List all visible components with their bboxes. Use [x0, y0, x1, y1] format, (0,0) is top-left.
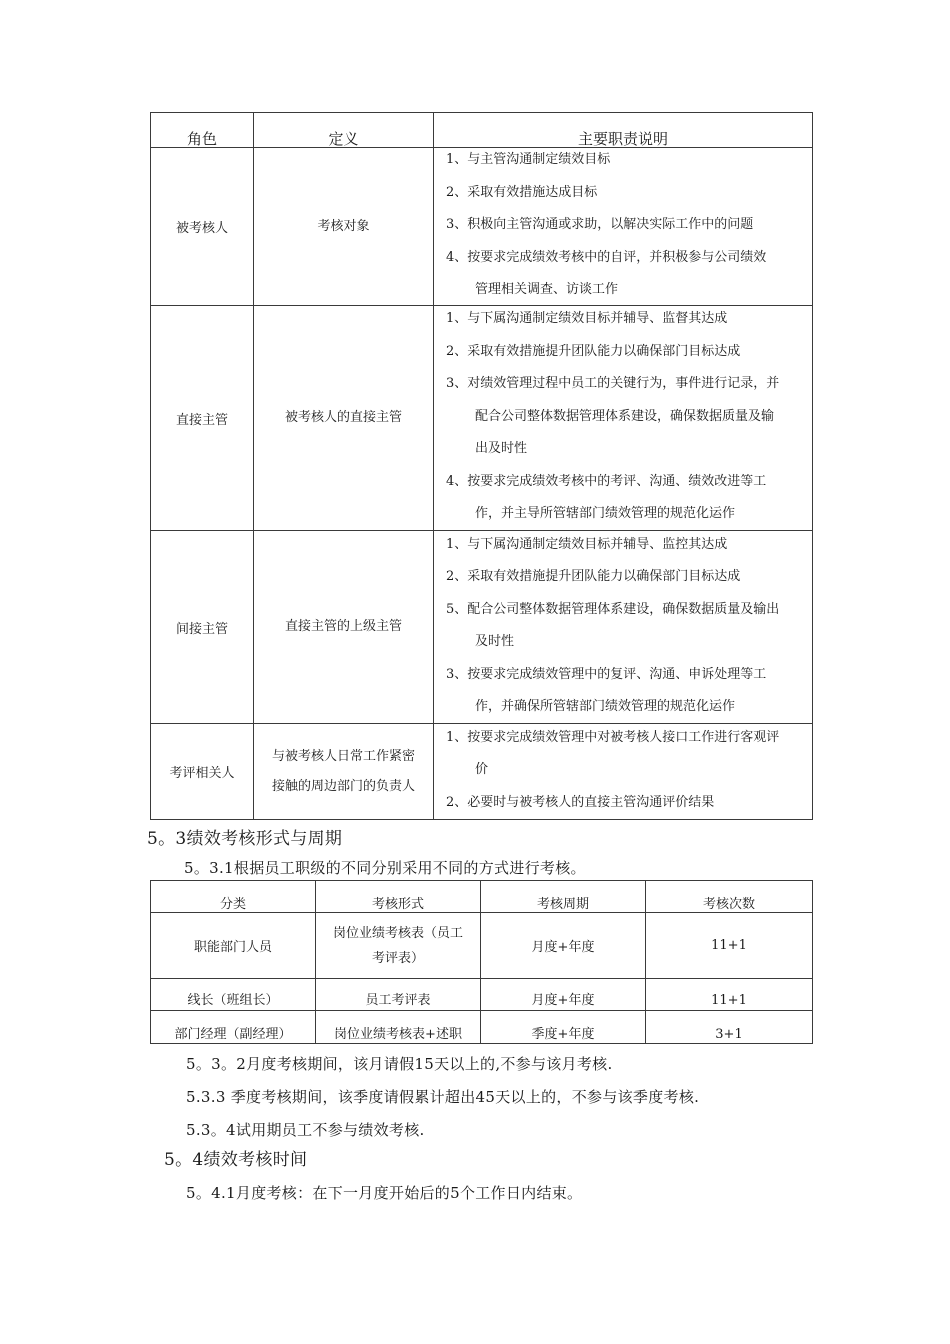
- forms-row: [151, 1011, 813, 1044]
- count-cell: 11+1: [646, 913, 813, 979]
- form-line: 岗位业绩考核表+述职: [334, 1027, 462, 1042]
- role-cell: 考评相关人: [151, 724, 254, 820]
- definition-line: 被考核人的直接主管: [284, 410, 402, 425]
- duty-item: 2、采取有效措施提升团队能力以确保部门目标达成: [446, 343, 741, 359]
- roles-header-row: [151, 113, 813, 148]
- duty-item: 2、采取有效措施提升团队能力以确保部门目标达成: [446, 569, 741, 584]
- roles-row: [151, 531, 813, 724]
- duty-list: [446, 144, 804, 307]
- cycle-cell: 月度+年度: [481, 979, 646, 1011]
- duty-item: 4、按要求完成绩效考核中的考评、沟通、绩效改进等工: [446, 473, 767, 489]
- duty-item: 价: [475, 762, 489, 778]
- role-cell: 被考核人: [151, 148, 254, 306]
- form-cell: [316, 913, 481, 979]
- forms-row: [151, 913, 813, 979]
- duty-item: 2、必要时与被考核人的直接主管沟通评价结果: [446, 794, 715, 810]
- form-line: 考评表）: [371, 950, 424, 966]
- role-cell: 间接主管: [151, 531, 254, 724]
- category-cell: 部门经理（副经理）: [151, 1011, 316, 1044]
- roles-row: [151, 148, 813, 306]
- duty-list: [446, 303, 804, 531]
- header-count: 考核次数: [646, 881, 813, 913]
- duty-item: 1、按要求完成绩效管理中对被考核人接口工作进行客观评: [446, 729, 780, 745]
- duty-item: 1、与下属沟通制定绩效目标并辅导、监控其达成: [446, 536, 728, 552]
- cycle-cell: 月度+年度: [481, 913, 646, 979]
- duties-cell: [434, 148, 813, 306]
- duty-item: 配合公司整体数据管理体系建设，确保数据质量及输: [475, 408, 775, 424]
- header-definition: 定义: [254, 113, 434, 148]
- duties-cell: [434, 306, 813, 531]
- role-cell: 直接主管: [151, 306, 254, 531]
- duty-item: 5、配合公司整体数据管理体系建设，确保数据质量及输出: [446, 601, 780, 617]
- duty-list: [446, 722, 804, 820]
- duty-item: 出及时性: [475, 441, 528, 457]
- duty-item: 3、积极向主管沟通或求助，以解决实际工作中的问题: [446, 217, 754, 233]
- definition-cell: [254, 306, 434, 531]
- roles-row: [151, 306, 813, 531]
- paragraph-5-3-4: 5.3。4试用期员工不参与绩效考核.: [186, 1121, 425, 1139]
- duty-item: 1、与主管沟通制定绩效目标: [446, 152, 611, 168]
- duty-item: 1、与下属沟通制定绩效目标并辅导、监督其达成: [446, 311, 728, 327]
- definition-cell: [254, 148, 434, 306]
- form-line: 岗位业绩考核表（员工: [332, 925, 463, 941]
- definition-line: 接触的周边部门的负责人: [271, 778, 415, 794]
- header-form: 考核形式: [316, 881, 481, 913]
- duty-item: 管理相关调查、访谈工作: [475, 282, 619, 298]
- roles-row: [151, 724, 813, 820]
- forms-row: [151, 979, 813, 1011]
- forms-table: [150, 880, 813, 1044]
- duty-item: 3、对绩效管理过程中员工的关键行为，事件进行记录，并: [446, 376, 780, 392]
- header-duties: 主要职责说明: [434, 113, 813, 148]
- definition-cell: [254, 531, 434, 724]
- duty-item: 及时性: [475, 634, 515, 649]
- section-5-3-heading: 5。3绩效考核形式与周期: [147, 829, 343, 849]
- duty-list: [446, 529, 804, 724]
- forms-header-row: [151, 881, 813, 913]
- duty-item: 4、按要求完成绩效考核中的自评，并积极参与公司绩效: [446, 249, 767, 265]
- duty-item: 3、按要求完成绩效管理中的复评、沟通、申诉处理等工: [446, 666, 767, 682]
- count-cell: 11+1: [646, 979, 813, 1011]
- header-cycle: 考核周期: [481, 881, 646, 913]
- paragraph-5-4-1: 5。4.1月度考核：在下一月度开始后的5个工作日内结束。: [186, 1184, 583, 1202]
- category-cell: 线长（班组长）: [151, 979, 316, 1011]
- definition-cell: [254, 724, 434, 820]
- paragraph-5-3-3: 5.3.3 季度考核期间，该季度请假累计超出45天以上的，不参与该季度考核.: [186, 1088, 700, 1106]
- roles-table: [150, 112, 813, 820]
- header-category: 分类: [151, 881, 316, 913]
- duties-cell: [434, 724, 813, 820]
- category-cell: 职能部门人员: [151, 913, 316, 979]
- paragraph-5-3-2: 5。3。2月度考核期间，该月请假15天以上的,不参与该月考核.: [186, 1055, 613, 1073]
- duties-cell: [434, 531, 813, 724]
- count-cell: 3+1: [646, 1011, 813, 1044]
- duty-item: 作，并主导所管辖部门绩效管理的规范化运作: [475, 506, 736, 522]
- duty-item: 作，并确保所管辖部门绩效管理的规范化运作: [475, 699, 736, 714]
- cycle-cell: 季度+年度: [481, 1011, 646, 1044]
- form-cell: [316, 979, 481, 1011]
- form-line: 员工考评表: [365, 993, 431, 1008]
- paragraph-5-3-1: 5。3.1根据员工职级的不同分别采用不同的方式进行考核。: [184, 859, 586, 877]
- duty-item: 2、采取有效措施达成目标: [446, 184, 598, 200]
- form-cell: [316, 1011, 481, 1044]
- definition-line: 直接主管的上级主管: [284, 619, 402, 634]
- definition-line: 考核对象: [317, 218, 370, 234]
- header-role: 角色: [151, 113, 254, 148]
- definition-line: 与被考核人日常工作紧密: [271, 748, 415, 764]
- section-5-4-heading: 5。4绩效考核时间: [164, 1150, 308, 1170]
